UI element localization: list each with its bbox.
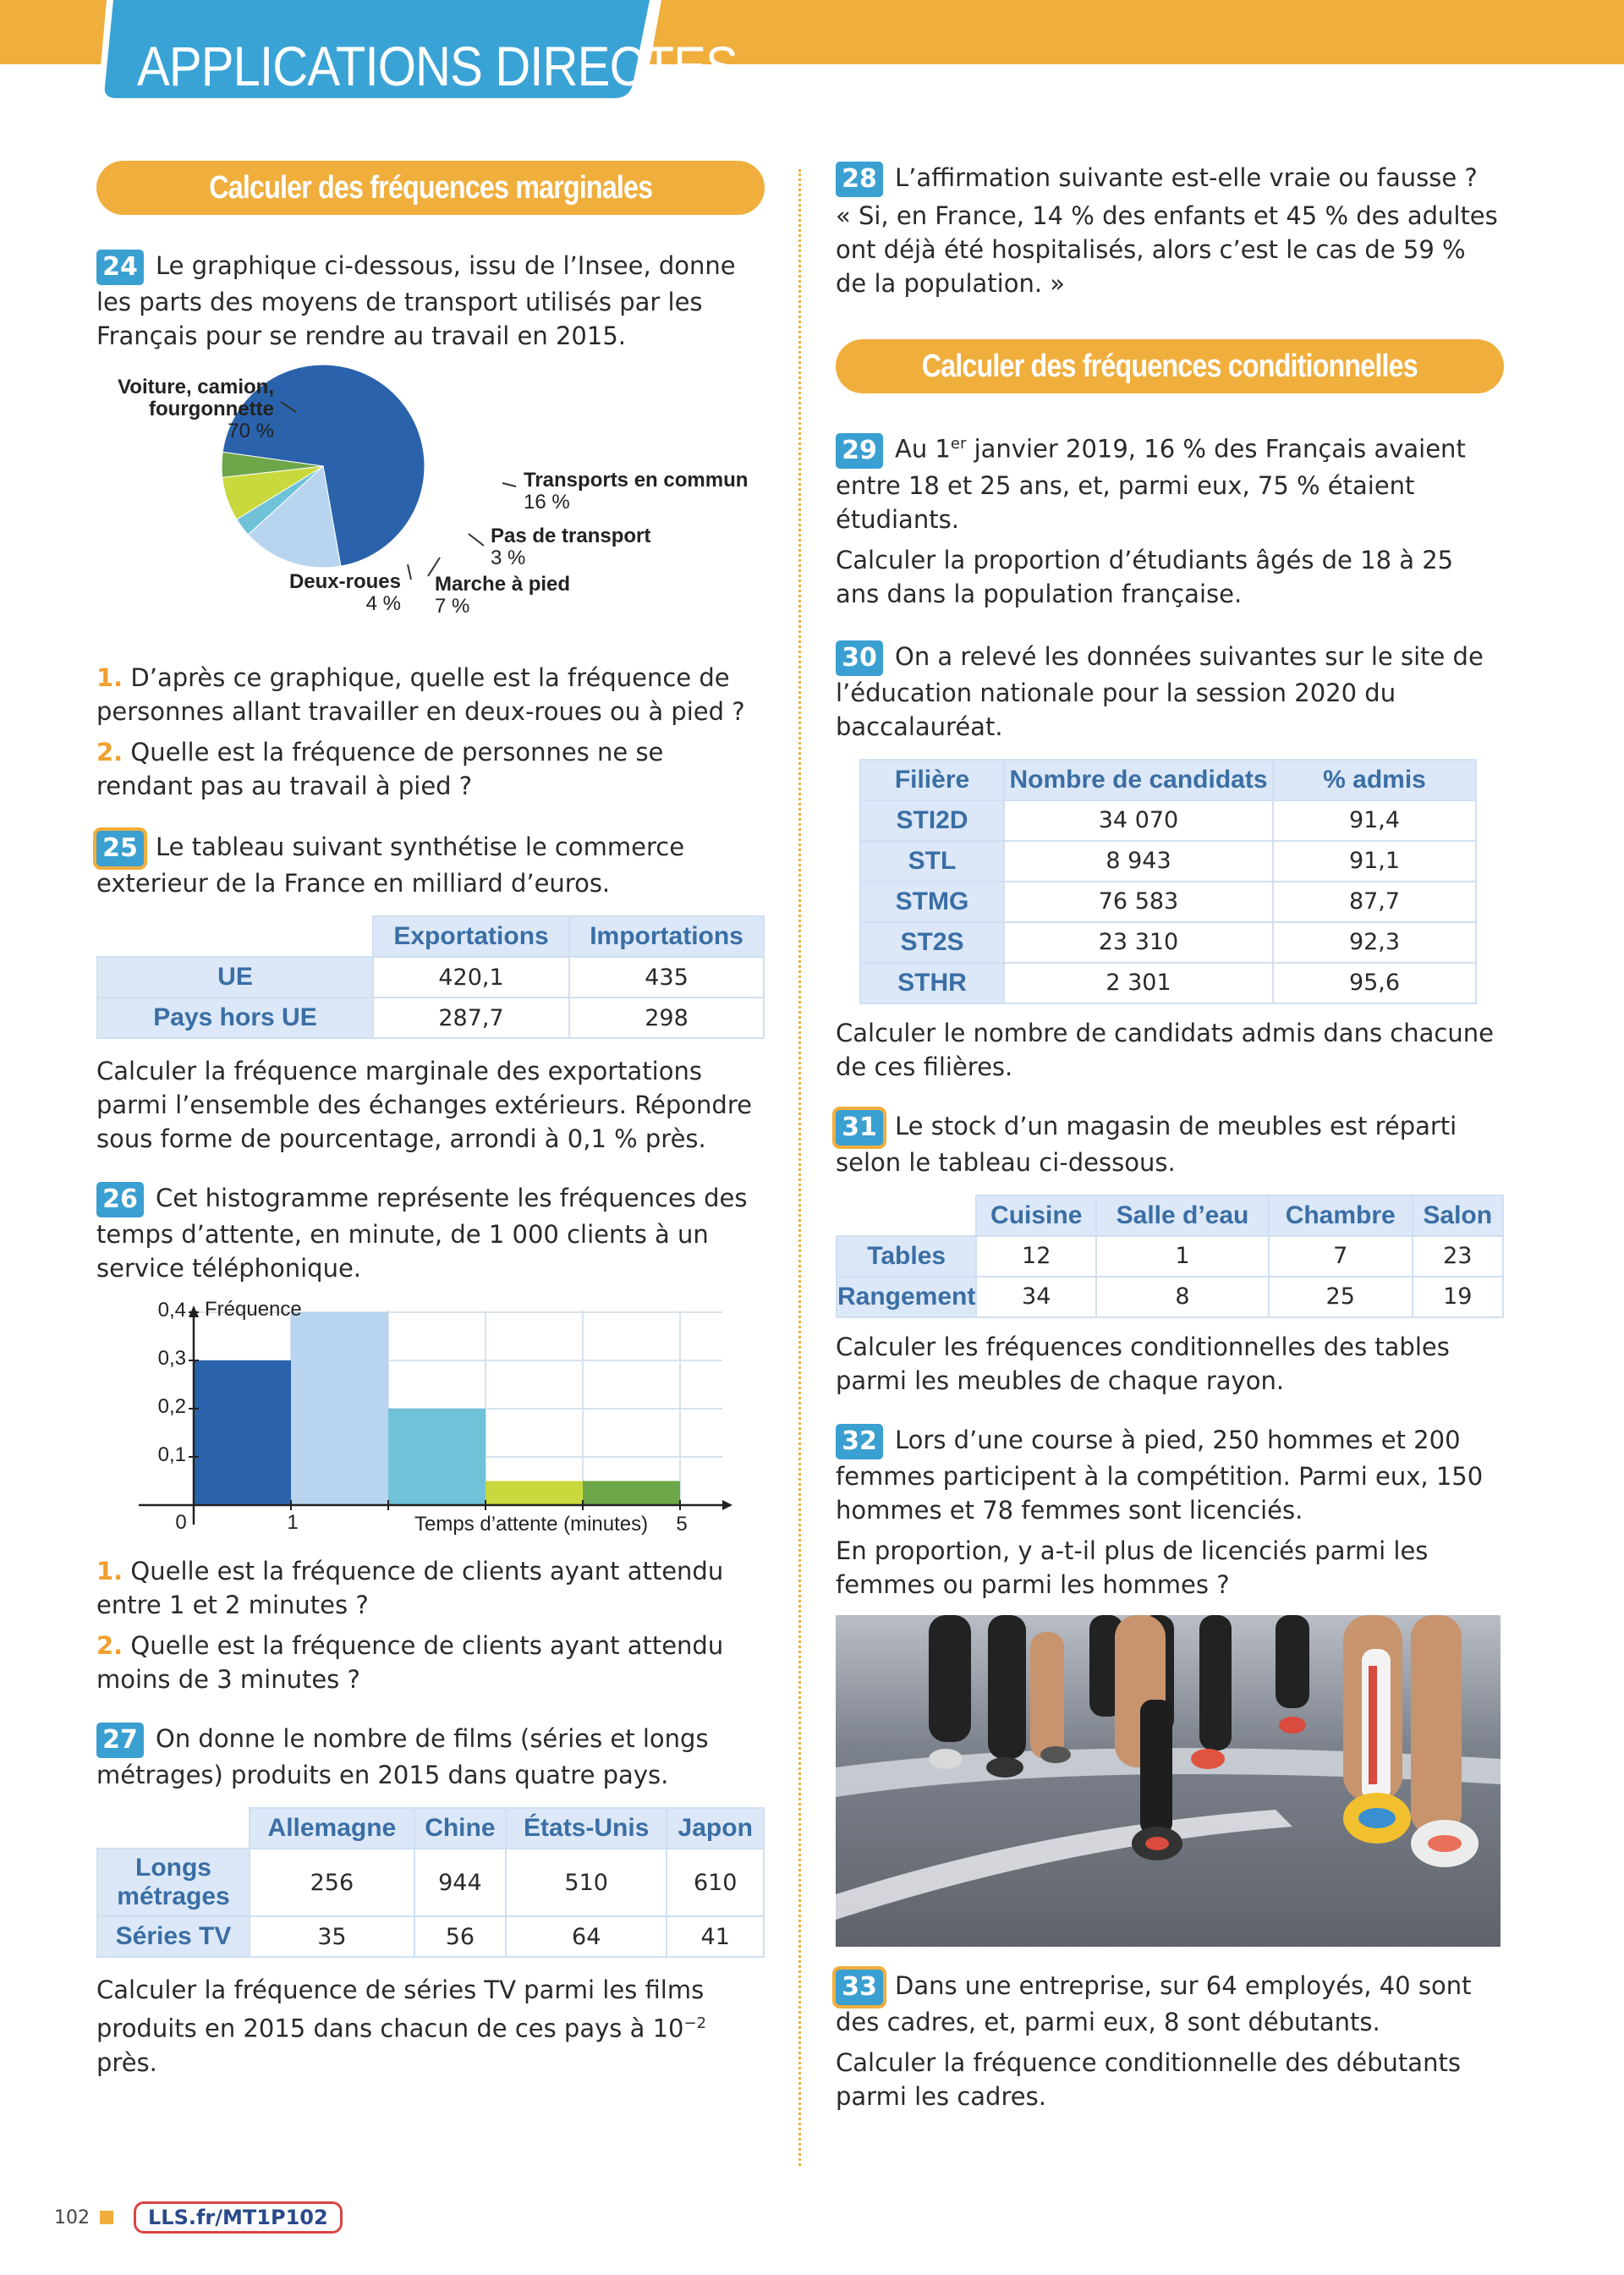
pie-label-none: Pas de transport — [491, 525, 651, 547]
pie-chart — [96, 358, 765, 654]
runners-photo — [836, 1615, 1501, 1947]
pie-label-car-2: fourgonnette — [149, 398, 274, 420]
table-row: STL 8 943 91,1 — [860, 841, 1476, 882]
exercise-number: 29 — [836, 433, 883, 469]
exercise-27-question: Calculer la fréquence de séries TV parmi les films produits en 2015 dans chacun de ces pays à $10^{-2}$ près. — [96, 1976, 707, 2077]
exercise-25-question: Calculer la fréquence marginale des exportations parmi l’ensemble des échanges extérieurs. Répondre sous forme de pourcentage, arrondi à 0,1 % près. — [96, 1057, 752, 1153]
pie-label-transit-pct: 16 % — [524, 491, 570, 514]
histogram-bar-1 — [194, 1360, 291, 1505]
exercise-number: 26 — [96, 1182, 144, 1217]
exercise-number: 33 — [836, 1970, 883, 2005]
footer — [54, 2201, 343, 2234]
exercise-33: 33 Dans une entreprise, sur 64 employés, 40 sont des cadres, et, parmi eux, 8 sont débutants. Calculer la fréquence conditionnelle des débutants parmi les cadres. — [836, 1970, 1472, 2111]
exercise-25: 25 Le tableau suivant synthétise le commerce exterieur de la France en milliard d’euros. — [96, 833, 685, 898]
furniture-table: Cuisine Salle d’eau Chambre Salon Tables 12 1 7 23 Rangement 34 8 25 19 — [836, 1195, 1504, 1318]
exercise-number: 24 — [96, 250, 144, 285]
table-row: STMG 76 583 87,7 — [860, 882, 1476, 922]
table-row: Rangement 34 8 25 19 — [837, 1277, 1503, 1317]
pie-label-car-1: Voiture, camion, — [118, 376, 274, 398]
exercise-30: 30 On a relevé les données suivantes sur le site de l’éducation nationale pour la session 2020 du baccalauréat. — [836, 641, 1484, 741]
exercise-32: 32 Lors d’une course à pied, 250 hommes et 200 femmes participent à la compétition. Parmi eux, 150 hommes et 78 femmes sont licenciés. En proportion, y a-t-il plus de licenciés parmi les femmes ou parmi les hommes ? — [836, 1425, 1484, 1599]
exercise-number: 28 — [836, 162, 883, 197]
y-tick-label: 0,1 — [157, 1443, 186, 1466]
column-divider — [798, 169, 801, 2166]
histogram-bar-5 — [583, 1481, 680, 1506]
page-number: 102 — [54, 2206, 90, 2228]
table-header: Importations — [569, 916, 764, 957]
pie-label-none-pct: 3 % — [491, 547, 526, 569]
x-tick-label: 1 — [287, 1511, 299, 1534]
table-row: Longs métrages 256 944 510 610 — [97, 1849, 764, 1916]
histogram-bar-2 — [291, 1312, 388, 1505]
exercise-29: 29 Au 1er janvier 2019, 16 % des Français avaient entre 18 et 25 ans, et, parmi eux, 75 % étaient étudiants. Calculer la proportion d’étudiants âgés de 18 à 25 ans dans la population française. — [836, 434, 1466, 608]
exercise-26-questions: 1. Quelle est la fréquence de clients ayant attendu entre 1 et 2 minutes ? 2. Quelle est la fréquence de clients ayant attendu moins de 3 minutes ? — [96, 1557, 724, 1694]
pie-label-car-pct: 70 % — [228, 420, 274, 442]
pie-label-twowheel: Deux-roues — [288, 570, 401, 593]
table-row: Pays hors UE 287,7 298 — [97, 997, 764, 1038]
x-axis-label: Temps d’attente (minutes) — [414, 1513, 649, 1536]
pie-label-walk-pct: 7 % — [435, 595, 470, 618]
x-tick-label: 0 — [175, 1511, 187, 1534]
table-row: ST2S 23 310 92,3 — [860, 922, 1476, 963]
pie-label-twowheel-pct: 4 % — [365, 592, 401, 615]
bac-table: Filière Nombre de candidats % admis STI2D 34 070 91,4 STL 8 943 91,1 STMG 76 583 87,7 ST2S 23 310 92,3 STHR 2 301 95,6 — [859, 759, 1477, 1004]
exercise-24-questions: 1. D’après ce graphique, quelle est la fréquence de personnes allant travailler en deux-roues ou à pied ? 2. Quelle est la fréquence de personnes ne se rendant pas au travail à pied ? — [96, 663, 745, 800]
exercise-number: 30 — [836, 640, 883, 676]
exercise-31-question: Calculer les fréquences conditionnelles des tables parmi les meubles de chaque rayon. — [836, 1332, 1450, 1395]
footer-square — [100, 2211, 113, 2224]
x-tick-label: 5 — [676, 1513, 688, 1536]
histogram — [96, 1292, 765, 1546]
section-title-conditionnelles: Calculer des fréquences conditionnelles — [836, 339, 1504, 393]
section-title-marginales: Calculer des fréquences marginales — [96, 161, 765, 215]
exercise-number: 31 — [836, 1110, 883, 1146]
table-row: UE 420,1 435 — [97, 957, 764, 997]
table-row: STHR 2 301 95,6 — [860, 963, 1476, 1003]
right-column — [836, 161, 1504, 2113]
table-header: Exportations — [373, 916, 569, 957]
pie-label-transit: Transports en commun — [524, 469, 749, 492]
y-tick-label: 0,2 — [157, 1395, 186, 1418]
exercise-31: 31 Le stock d’un magasin de meubles est réparti selon le tableau ci-dessous. — [836, 1111, 1457, 1177]
table-row: Tables 12 1 7 23 — [837, 1236, 1503, 1277]
exercise-number: 27 — [96, 1723, 144, 1758]
exercise-24 — [96, 249, 765, 353]
resource-link[interactable]: LLS.fr/MT1P102 — [134, 2201, 343, 2234]
y-axis-label: Fréquence — [205, 1298, 302, 1321]
histogram-bar-4 — [486, 1481, 583, 1506]
exercise-28: 28 L’affirmation suivante est-elle vraie ou fausse ? « Si, en France, 14 % des enfants et 45 % des adultes ont déjà été hospitalisés, alors c’est le cas de 59 % de la population. » — [836, 163, 1498, 298]
histogram-bar-3 — [388, 1409, 486, 1505]
exercise-26: 26 Cet histogramme représente les fréquences des temps d’attente, en minute, de 1 000 clients à un service téléphonique. — [96, 1184, 748, 1283]
pie-label-walk: Marche à pied — [435, 573, 571, 596]
table-row: Séries TV 35 56 64 41 — [97, 1916, 764, 1957]
y-tick-label: 0,4 — [157, 1299, 186, 1322]
left-column — [96, 161, 765, 2080]
y-tick-label: 0,3 — [157, 1347, 186, 1370]
exercise-text: Le graphique ci-dessous, issu de l’Insee, donne les parts des moyens de transport utilisés par les Français pour se rendre au travail en 2015. — [96, 251, 736, 350]
page-title: APPLICATIONS DIRECTES — [137, 35, 738, 97]
films-table: Allemagne Chine États-Unis Japon Longs métrages 256 944 510 610 Séries TV 35 56 64 41 — [96, 1807, 765, 1958]
table-row: STI2D 34 070 91,4 — [860, 800, 1476, 841]
trade-table — [96, 915, 765, 1039]
exercise-30-question: Calculer le nombre de candidats admis dans chacune de ces filières. — [836, 1018, 1494, 1081]
exercise-27: 27 On donne le nombre de films (séries et longs métrages) produits en 2015 dans quatre pays. — [96, 1724, 709, 1789]
exercise-number: 25 — [96, 831, 144, 866]
exercise-number: 32 — [836, 1424, 883, 1459]
